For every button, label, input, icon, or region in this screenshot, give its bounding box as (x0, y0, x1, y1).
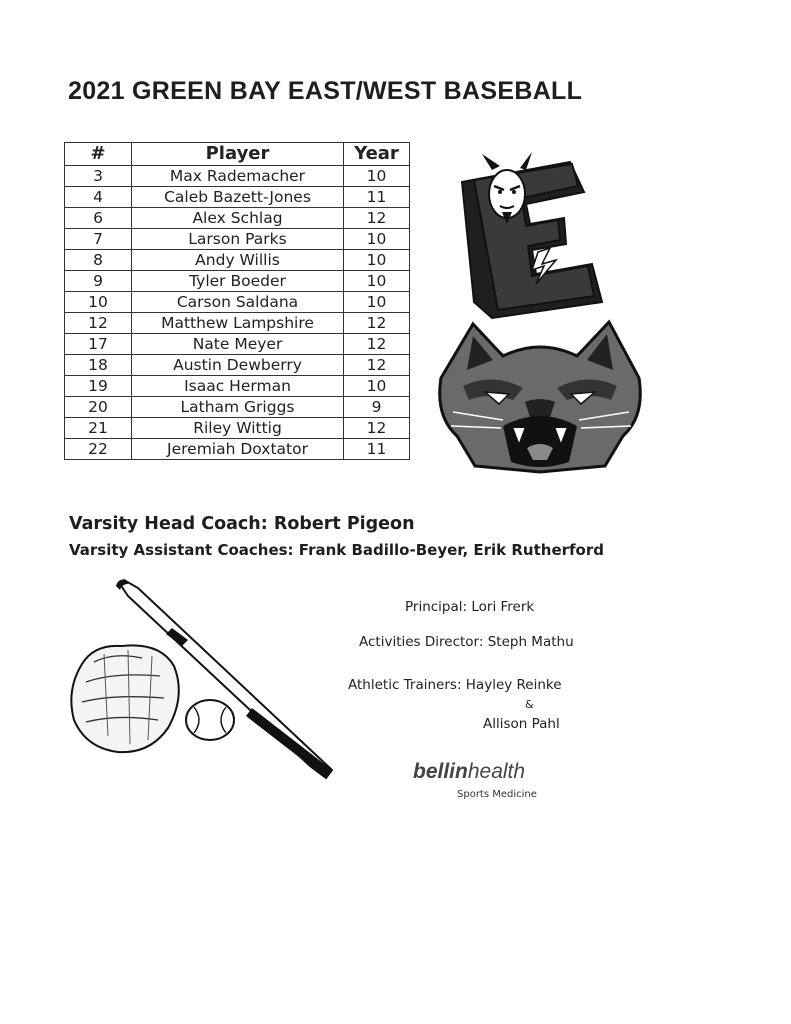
roster-row (65, 187, 410, 208)
roster-table (64, 142, 410, 460)
header-number: # (65, 143, 132, 166)
roster-row (65, 376, 410, 397)
player-year: 12 (344, 313, 410, 334)
player-number: 19 (65, 376, 132, 397)
player-number: 7 (65, 229, 132, 250)
player-number: 17 (65, 334, 132, 355)
principal: Principal: Lori Frerk (405, 599, 535, 615)
player-name: Matthew Lampshire (132, 313, 344, 334)
east-devil-e-logo (452, 152, 616, 320)
trainer-second: Allison Pahl (483, 716, 560, 732)
player-number: 12 (65, 313, 132, 334)
player-number: 4 (65, 187, 132, 208)
player-year: 12 (344, 418, 410, 439)
player-number: 3 (65, 166, 132, 187)
player-name: Austin Dewberry (132, 355, 344, 376)
roster-row (65, 166, 410, 187)
header-player: Player (132, 143, 344, 166)
player-name: Alex Schlag (132, 208, 344, 229)
player-name: Nate Meyer (132, 334, 344, 355)
head-coach: Varsity Head Coach: Robert Pigeon (69, 514, 415, 534)
athletic-trainers: Athletic Trainers: Hayley Reinke (348, 677, 562, 693)
player-year: 12 (344, 208, 410, 229)
player-year: 11 (344, 439, 410, 460)
player-year: 12 (344, 334, 410, 355)
player-name: Tyler Boeder (132, 271, 344, 292)
player-name: Caleb Bazett-Jones (132, 187, 344, 208)
player-number: 10 (65, 292, 132, 313)
player-name: Riley Wittig (132, 418, 344, 439)
roster-row (65, 250, 410, 271)
header-year: Year (344, 143, 410, 166)
roster-row (65, 292, 410, 313)
player-year: 11 (344, 187, 410, 208)
player-name: Larson Parks (132, 229, 344, 250)
roster-row (65, 439, 410, 460)
roster-row (65, 313, 410, 334)
player-name: Jeremiah Doxtator (132, 439, 344, 460)
player-name: Latham Griggs (132, 397, 344, 418)
activities-director: Activities Director: Steph Mathu (359, 634, 574, 650)
player-number: 20 (65, 397, 132, 418)
player-number: 6 (65, 208, 132, 229)
roster-row (65, 229, 410, 250)
player-name: Andy Willis (132, 250, 344, 271)
player-year: 12 (344, 355, 410, 376)
roster-header-row (65, 143, 410, 166)
roster-row (65, 334, 410, 355)
logo-brand-bold: bellin (413, 760, 468, 783)
player-year: 10 (344, 271, 410, 292)
bellin-health-logo (413, 760, 525, 784)
assistant-coaches: Varsity Assistant Coaches: Frank Badillo-Beyer, Erik Rutherford (69, 541, 604, 559)
player-number: 22 (65, 439, 132, 460)
player-year: 10 (344, 166, 410, 187)
trainers-ampersand: & (525, 698, 534, 711)
west-wildcat-logo (433, 316, 648, 474)
player-year: 10 (344, 292, 410, 313)
player-number: 9 (65, 271, 132, 292)
baseball-icon (182, 697, 238, 743)
page-title: 2021 GREEN BAY EAST/WEST BASEBALL (68, 77, 583, 105)
roster-row (65, 418, 410, 439)
player-name: Max Rademacher (132, 166, 344, 187)
roster-row (65, 397, 410, 418)
logo-brand-light: health (467, 760, 526, 783)
player-name: Carson Saldana (132, 292, 344, 313)
logo-subtitle: Sports Medicine (457, 789, 537, 800)
roster-row (65, 355, 410, 376)
player-number: 8 (65, 250, 132, 271)
player-year: 9 (344, 397, 410, 418)
baseball-glove-icon (64, 636, 186, 758)
player-year: 10 (344, 229, 410, 250)
player-name: Isaac Herman (132, 376, 344, 397)
roster-row (65, 208, 410, 229)
player-number: 18 (65, 355, 132, 376)
player-year: 10 (344, 376, 410, 397)
roster-body (65, 166, 410, 460)
player-year: 10 (344, 250, 410, 271)
player-number: 21 (65, 418, 132, 439)
roster-row (65, 271, 410, 292)
